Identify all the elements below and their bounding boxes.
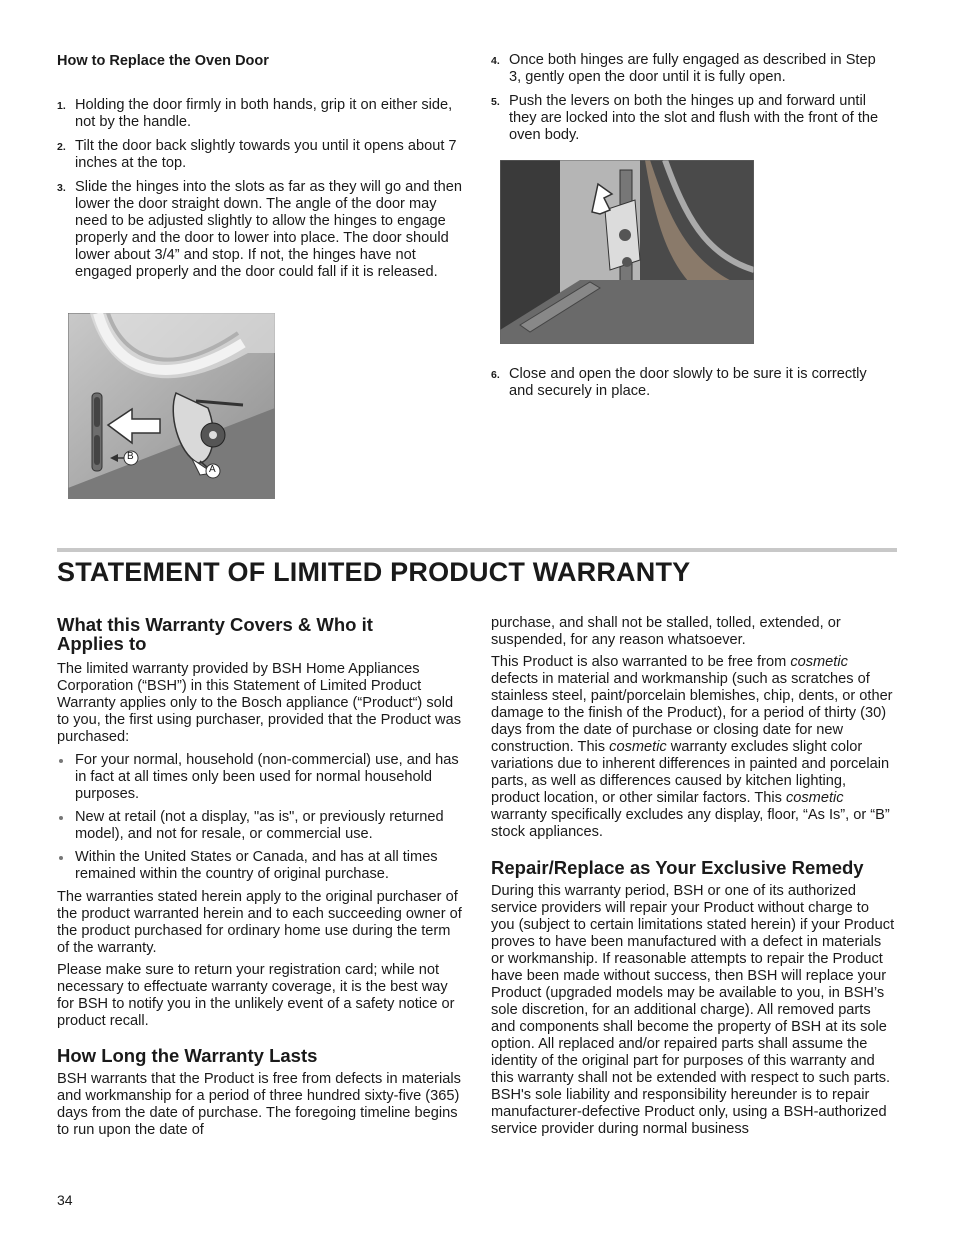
list-item <box>491 366 881 400</box>
repair-paragraph: During this warranty period, BSH or one of its authorized service providers will repair your Product without charge to you (subject to certain limitations stated herein) if your Product proves to have been manufactured with a defect in materials or workmanship. If reasonable attempts to repair the Product have been made without success, then BSH will replace your Product (upgraded models may be available to you, in BSH’s sole discretion, for an additional charge). All removed parts and components shall become the property of BSH at its sole option. All replaced and/or repaired parts shall assume the identity of the original part for purposes of this warranty and this warranty shall not be extended with respect to such parts. BSH's sole liability and responsibility hereunder is to repair manufacturer-defective Product only, using a BSH-authorized service provider during normal business <box>491 883 895 1137</box>
step-number: 2. <box>57 141 66 153</box>
cosmetic-text-2: defects in material and workmanship (such as scratches of stainless steel, paint/porcelain blemishes, chip, dents, or other damage to the finish of the Product), for a period of thirty (30) days from the date of purchase or closing date for new construction. This <box>491 671 893 755</box>
bullet-icon <box>59 856 63 860</box>
bullet-text: For your normal, household (non-commercial) use, and has in fact at all times only been used for normal household purposes. <box>75 752 459 802</box>
step-text: Once both hinges are fully engaged as described in Step 3, gently open the door until it is fully open. <box>509 52 876 85</box>
warranty-right-column <box>491 615 896 1138</box>
page-number: 34 <box>57 1192 73 1208</box>
conditions-list <box>57 752 462 883</box>
list-item <box>57 849 462 883</box>
step-number: 1. <box>57 100 66 112</box>
step-number: 6. <box>491 369 500 381</box>
step-number: 4. <box>491 55 500 67</box>
covers-heading: What this Warranty Covers & Who it Applies to <box>57 614 373 654</box>
list-item <box>491 52 891 86</box>
step-number: 3. <box>57 182 66 194</box>
list-item <box>57 809 462 843</box>
cosmetic-text-4: warranty specifically excludes any display, floor, “As Is”, or “B” stock appliances. <box>491 807 890 840</box>
owner-paragraph: The warranties stated herein apply to the original purchaser of the product warranted herein and to each succeeding owner of the product purchased for ordinary home use during the term of the warranty. <box>57 889 462 956</box>
figure-label-b: B <box>127 451 134 462</box>
registration-paragraph: Please make sure to return your registration card; while not necessary to effectuate warranty coverage, it is the best way for BSH to notify you in the unlikely event of a safety notice or product recall. <box>57 962 455 1029</box>
bullet-icon <box>59 759 63 763</box>
step-text: Push the levers on both the hinges up and forward until they are locked into the slot and flush with the front of the oven body. <box>509 93 879 143</box>
cosmetic-text-3: warranty excludes slight color variations due to inherent differences in painted and porcelain parts, as well as differences caused by kitchen lighting, product location, or other similar factors. This <box>491 739 890 806</box>
figure-label-a: A <box>209 464 216 475</box>
list-item <box>57 97 462 131</box>
bullet-text: New at retail (not a display, "as is", or previously returned model), and not for resale, or commercial use. <box>75 809 444 842</box>
cosmetic-emphasis: cosmetic <box>609 739 667 755</box>
cosmetic-paragraph <box>491 654 896 841</box>
steps-list-left <box>57 97 462 281</box>
lasts-continued: purchase, and shall not be stalled, tolled, extended, or suspended, for any reason whatsoever. <box>491 615 841 648</box>
lasts-paragraph: BSH warrants that the Product is free from defects in materials and workmanship for a period of three hundred sixty-five (365) days from the date of purchase. The foregoing timeline begins to run upon the date of <box>57 1071 461 1138</box>
bullet-text: Within the United States or Canada, and has at all times remained within the country of original purchase. <box>75 849 438 882</box>
step-text: Holding the door firmly in both hands, grip it on either side, not by the handle. <box>75 97 453 130</box>
list-item <box>491 93 891 144</box>
hinge-slot-figure <box>68 313 275 499</box>
cosmetic-emphasis: cosmetic <box>790 654 848 670</box>
step-text: Close and open the door slowly to be sure it is correctly and securely in place. <box>509 366 867 399</box>
step-text: Slide the hinges into the slots as far as they will go and then lower the door straight down. The angle of the door may need to be adjusted slightly to allow the hinges to engage properly and the door to lower into place. The door should lower about 3/4” and stop. If not, the hinges have not engaged properly and the door could fall if it is released. <box>75 179 462 280</box>
bullet-icon <box>59 816 63 820</box>
list-item <box>57 752 462 803</box>
cosmetic-text-1: This Product is also warranted to be free from <box>491 654 791 670</box>
list-item <box>57 179 462 281</box>
covers-intro: The limited warranty provided by BSH Home Appliances Corporation (“BSH”) in this Statement of Limited Product Warranty applies only to the Bosch appliance (“Product“) sold to you, the first using purchaser, provided that the Product was purchased: <box>57 661 461 745</box>
hinge-lever-figure <box>500 160 754 344</box>
section-heading-replace-door: How to Replace the Oven Door <box>57 53 269 69</box>
list-item <box>57 138 462 172</box>
steps-list-step6 <box>491 366 881 400</box>
lasts-heading: How Long the Warranty Lasts <box>57 1045 318 1066</box>
step-number: 5. <box>491 96 500 108</box>
steps-list-right <box>491 52 891 144</box>
cosmetic-emphasis: cosmetic <box>785 790 844 806</box>
warranty-left-column <box>57 615 462 1139</box>
page-title: STATEMENT OF LIMITED PRODUCT WARRANTY <box>57 557 691 587</box>
repair-heading: Repair/Replace as Your Exclusive Remedy <box>491 857 864 878</box>
step-text: Tilt the door back slightly towards you until it opens about 7 inches at the top. <box>75 138 457 171</box>
section-divider <box>57 548 897 552</box>
